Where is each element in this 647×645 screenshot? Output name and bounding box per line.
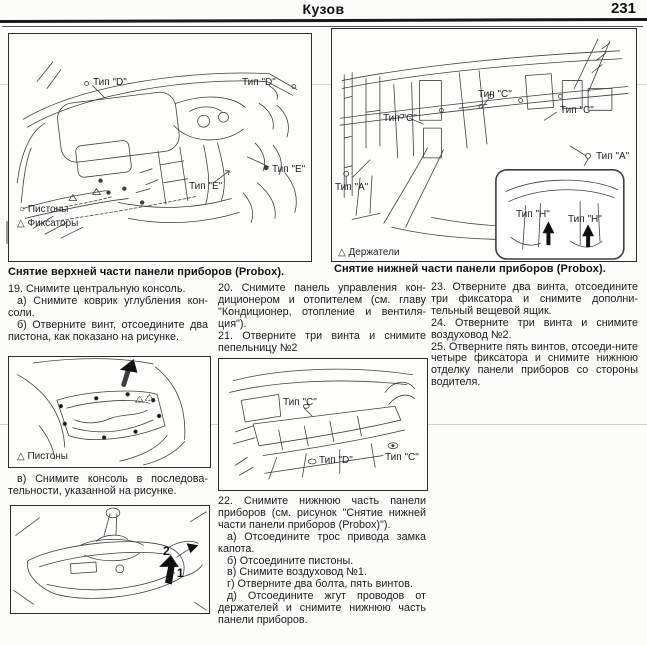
step-22d: д) Отсоедините жгут проводов от держателей и снимите нижнюю часть панели приборов. — [218, 590, 426, 627]
figure-upper-caption: Снятие верхней части панели приборов (Probox). — [8, 266, 285, 278]
step-19a: а) Снимите коврик углубления кон-соли. — [8, 294, 208, 319]
step-19v-block — [8, 474, 208, 498]
figure-lower-panel — [331, 28, 637, 262]
step-22v: в) Снимите воздуховод №1. — [227, 566, 367, 579]
type-h-right-label: Тип "H" — [568, 214, 602, 225]
type-c-left-label: Тип "C" — [383, 113, 417, 124]
mat-pistons-legend: △ Пистоны — [17, 451, 68, 462]
type-d-left-label: Тип "D" — [93, 77, 127, 88]
heater-type-d-label: Тип "D" — [319, 455, 353, 466]
type-e-mid-label: Тип "E" — [189, 181, 223, 192]
header-rule-thin — [2, 26, 643, 27]
type-c-center-label: Тип "C" — [478, 89, 512, 100]
step-20: 20. Снимите панель управления кон-диционером и отопителем (см. главу "Кондиционер, отопление и вентиля-ция"). — [218, 282, 426, 330]
heater-type-c-right-label: Тип "C" — [385, 452, 419, 463]
heater-type-c-top-label: Тип "C" — [283, 397, 317, 408]
heater-unit-line-art — [219, 359, 427, 490]
pistons-legend: ○ Пистоны — [19, 204, 69, 215]
holders-legend: △ Держатели — [338, 247, 400, 258]
floor-console-line-art — [11, 506, 209, 613]
column-1 — [8, 284, 208, 344]
figure-floor-console — [10, 505, 210, 614]
column-3 — [431, 282, 638, 389]
step-22g: г) Отверните два болта, пять винтов. — [227, 578, 413, 591]
step-21: 21. Отверните три винта и снимите пепельницу №2 — [218, 329, 426, 354]
step-19b: б) Отверните винт, отсоедините два пистона, как показано на рисунке. — [8, 318, 208, 343]
column-2-bottom — [218, 496, 426, 627]
type-d-right-label: Тип "D" — [242, 77, 276, 88]
sequence-number-2: 2 — [163, 544, 170, 558]
step-22b: б) Отсоедините пистоны. — [227, 554, 354, 567]
step-22: 22. Снимите нижнюю часть панели приборов (см. рисунок "Снятие нижней части панели приборов (Probox)"). — [218, 495, 426, 531]
figure-heater-unit — [218, 358, 428, 491]
type-a-left-label: Тип "A" — [335, 182, 369, 193]
page-title: Кузов — [302, 1, 345, 17]
step-25: 25. Отверните пять винтов, отсоеди-ните четыре фиксатора и снимите нижнюю отделку панели приборов со стороны водителя. — [431, 340, 638, 389]
step-19: 19. Снимите центральную консоль. — [8, 283, 186, 295]
type-c-right-label: Тип "C" — [560, 105, 594, 116]
figure-lower-caption: Снятие нижней части панели приборов (Probox). — [334, 263, 606, 275]
figure-console-mat — [8, 356, 211, 468]
dashboard-lower-line-art — [332, 29, 636, 261]
step-23: 23. Отверните два винта, отсоедините три фиксатора и снимите дополни-тельный вещевой ящик. — [431, 281, 638, 317]
fixators-legend: △ Фиксаторы — [17, 218, 79, 229]
sequence-number-1: 1 — [177, 566, 184, 580]
type-a-right-label: Тип "A" — [596, 151, 630, 162]
step-19v: в) Снимите консоль в последова-тельности, указанной на рисунке. — [8, 473, 208, 497]
header-rule-thick — [0, 18, 647, 23]
column-2-top — [218, 283, 426, 354]
step-22a: а) Отсоедините трос привода замка капота. — [218, 530, 426, 555]
page-number: 231 — [610, 0, 636, 17]
type-h-left-label: Тип "H" — [516, 209, 550, 220]
type-e-right-label: Тип "E" — [272, 164, 306, 175]
figure-upper-panel — [8, 33, 312, 262]
step-24: 24. Отверните три винта и снимите воздуховод №2. — [431, 316, 638, 341]
